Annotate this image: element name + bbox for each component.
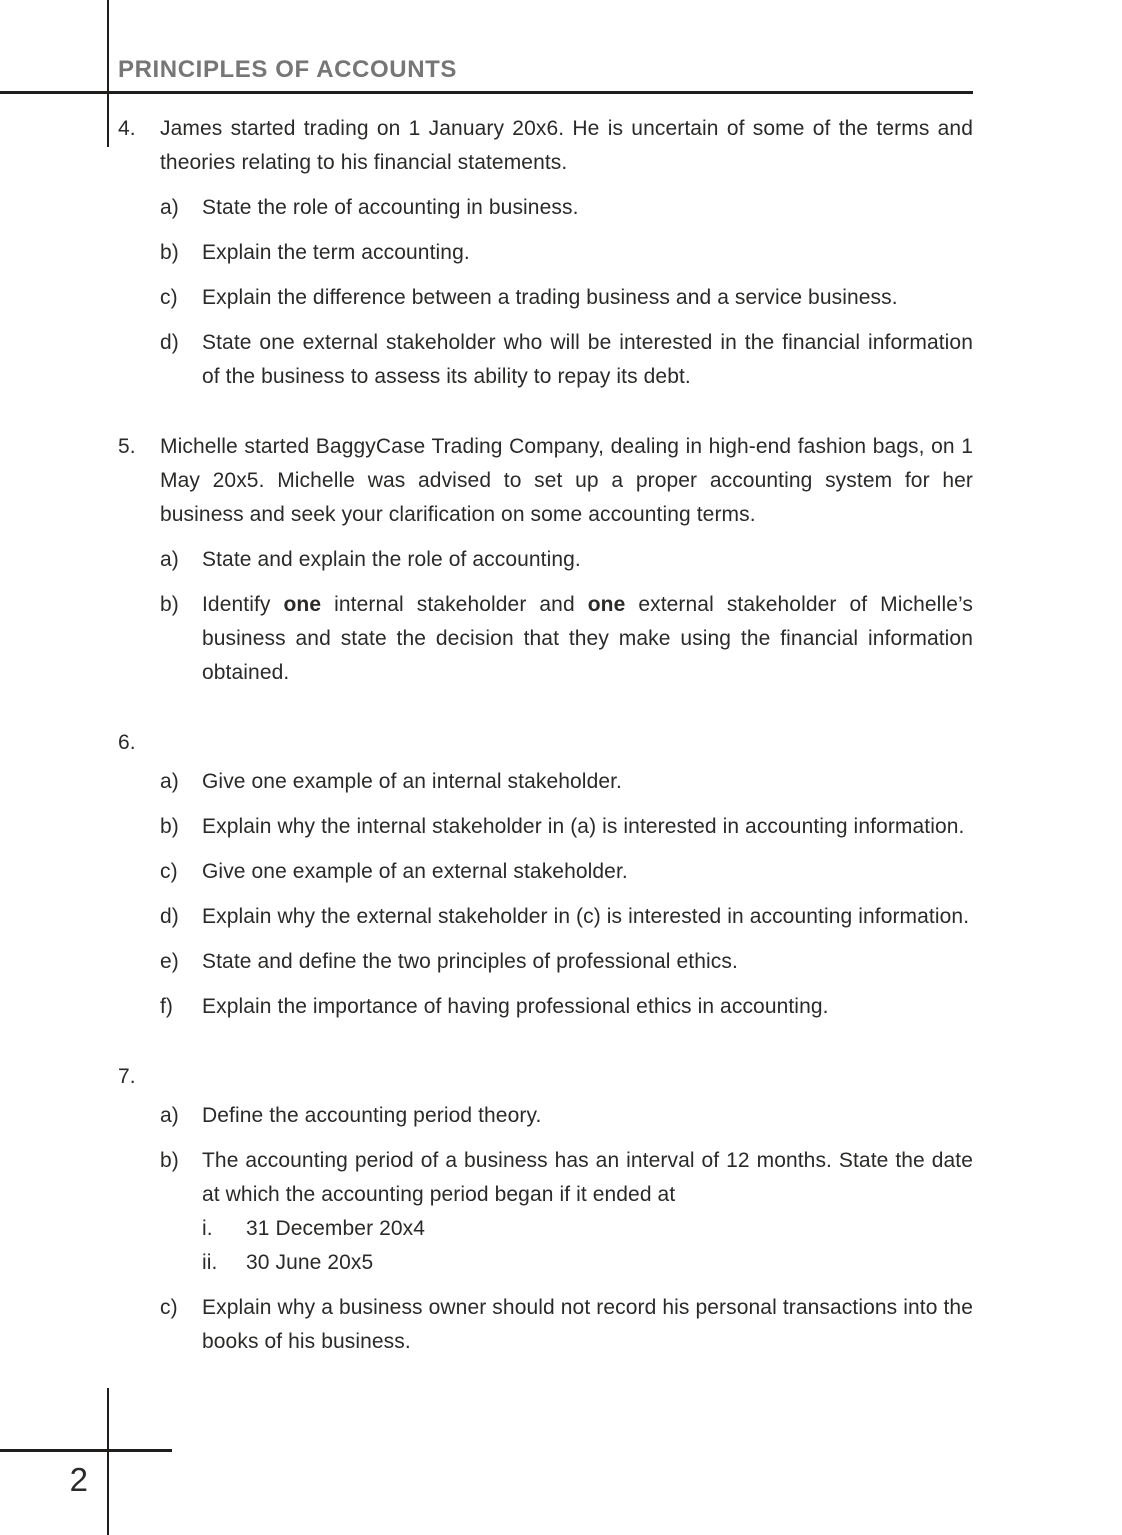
question-item xyxy=(160,1291,973,1359)
question-body xyxy=(160,112,973,394)
item-text: Give one example of an external stakeholder. xyxy=(202,860,628,883)
item-body xyxy=(202,945,973,979)
question-item xyxy=(160,990,973,1024)
question-number: 6. xyxy=(118,731,136,754)
item-text: State one external stakeholder who will be interested in the financial information of the business to assess its ability to repay its debt. xyxy=(202,331,973,388)
running-header xyxy=(118,56,457,84)
questions xyxy=(118,112,973,1359)
subitem-label: ii. xyxy=(202,1251,218,1274)
page-number: 2 xyxy=(69,1461,88,1498)
subitem-text: 30 June 20x5 xyxy=(246,1251,374,1274)
bottom-margin-vertical-rule xyxy=(107,1388,109,1535)
item-body xyxy=(202,855,973,889)
question xyxy=(118,1060,973,1359)
question-number: 7. xyxy=(118,1065,136,1088)
item-text: The accounting period of a business has an interval of 12 months. State the date at which the accounting period began if it ended at xyxy=(202,1149,973,1206)
question-item xyxy=(160,281,973,315)
item-text: Define the accounting period theory. xyxy=(202,1104,542,1127)
item-label: a) xyxy=(160,1104,179,1127)
item-body xyxy=(202,236,973,270)
item-label: d) xyxy=(160,905,179,928)
question-item xyxy=(160,588,973,690)
item-text: Explain why a business owner should not record his personal transactions into the books of his business. xyxy=(202,1296,973,1353)
item-body xyxy=(202,1144,973,1280)
item-label: a) xyxy=(160,770,179,793)
question-items xyxy=(160,1099,973,1359)
item-label: a) xyxy=(160,548,179,571)
item-body xyxy=(202,765,973,799)
item-text: Explain the term accounting. xyxy=(202,241,470,264)
item-text: Explain the difference between a trading business and a service business. xyxy=(202,286,898,309)
item-label: b) xyxy=(160,1149,179,1172)
question-intro xyxy=(160,726,973,754)
item-label: b) xyxy=(160,241,179,264)
footer-divider-rule xyxy=(0,1449,172,1452)
question-item xyxy=(160,191,973,225)
page-title: PRINCIPLES OF ACCOUNTS xyxy=(118,56,457,83)
item-text: Give one example of an internal stakeholder. xyxy=(202,770,622,793)
item-sublist xyxy=(202,1212,973,1280)
question-item xyxy=(160,543,973,577)
item-body xyxy=(202,810,973,844)
item-body xyxy=(202,1099,973,1133)
sublist-item xyxy=(202,1246,973,1280)
item-label: a) xyxy=(160,196,179,219)
item-body xyxy=(202,588,973,690)
item-body xyxy=(202,990,973,1024)
item-label: e) xyxy=(160,950,179,973)
item-text: State and define the two principles of professional ethics. xyxy=(202,950,738,973)
item-body xyxy=(202,326,973,394)
question-item xyxy=(160,945,973,979)
item-label: d) xyxy=(160,331,179,354)
question xyxy=(118,726,973,1024)
subitem-text: 31 December 20x4 xyxy=(246,1217,426,1240)
question-item xyxy=(160,765,973,799)
question-items xyxy=(160,543,973,690)
question-number: 5. xyxy=(118,435,136,458)
subitem-label: i. xyxy=(202,1217,213,1240)
item-label: f) xyxy=(160,995,174,1018)
question-item xyxy=(160,1099,973,1133)
item-text: Identify one internal stakeholder and one external stakeholder of Michelle’s business and state the decision that they make using the financial information obtained. xyxy=(202,593,973,684)
item-text: Explain why the external stakeholder in (c) is interested in accounting information. xyxy=(202,905,970,928)
question xyxy=(118,112,973,394)
top-margin-vertical-rule xyxy=(107,0,109,147)
question-item xyxy=(160,855,973,889)
question-body xyxy=(160,726,973,1024)
question-item xyxy=(160,326,973,394)
item-body xyxy=(202,281,973,315)
item-text: State the role of accounting in business. xyxy=(202,196,579,219)
question-item xyxy=(160,810,973,844)
question-item xyxy=(160,236,973,270)
question-number: 4. xyxy=(118,117,136,140)
question-intro: Michelle started BaggyCase Trading Company, dealing in high-end fashion bags, on 1 May 20x5. Michelle was advised to set up a proper accounting system for her business and seek your clarification on some accounting terms. xyxy=(160,435,973,526)
question-item xyxy=(160,900,973,934)
item-label: b) xyxy=(160,593,179,616)
question-intro: James started trading on 1 January 20x6. He is uncertain of some of the terms and theories relating to his financial statements. xyxy=(160,117,973,174)
question-body xyxy=(160,1060,973,1359)
item-body xyxy=(202,900,973,934)
sublist-item xyxy=(202,1212,973,1246)
item-label: c) xyxy=(160,1296,178,1319)
question-items xyxy=(160,765,973,1024)
item-label: b) xyxy=(160,815,179,838)
item-text: Explain the importance of having professional ethics in accounting. xyxy=(202,995,829,1018)
item-body xyxy=(202,1291,973,1359)
item-body xyxy=(202,543,973,577)
header-divider-rule xyxy=(0,91,973,94)
item-text: Explain why the internal stakeholder in (a) is interested in accounting information. xyxy=(202,815,965,838)
item-label: c) xyxy=(160,286,178,309)
question-intro xyxy=(160,1060,973,1088)
question-item xyxy=(160,1144,973,1280)
question-items xyxy=(160,191,973,394)
item-body xyxy=(202,191,973,225)
item-label: c) xyxy=(160,860,178,883)
item-text: State and explain the role of accounting. xyxy=(202,548,581,571)
question xyxy=(118,430,973,690)
question-body xyxy=(160,430,973,690)
